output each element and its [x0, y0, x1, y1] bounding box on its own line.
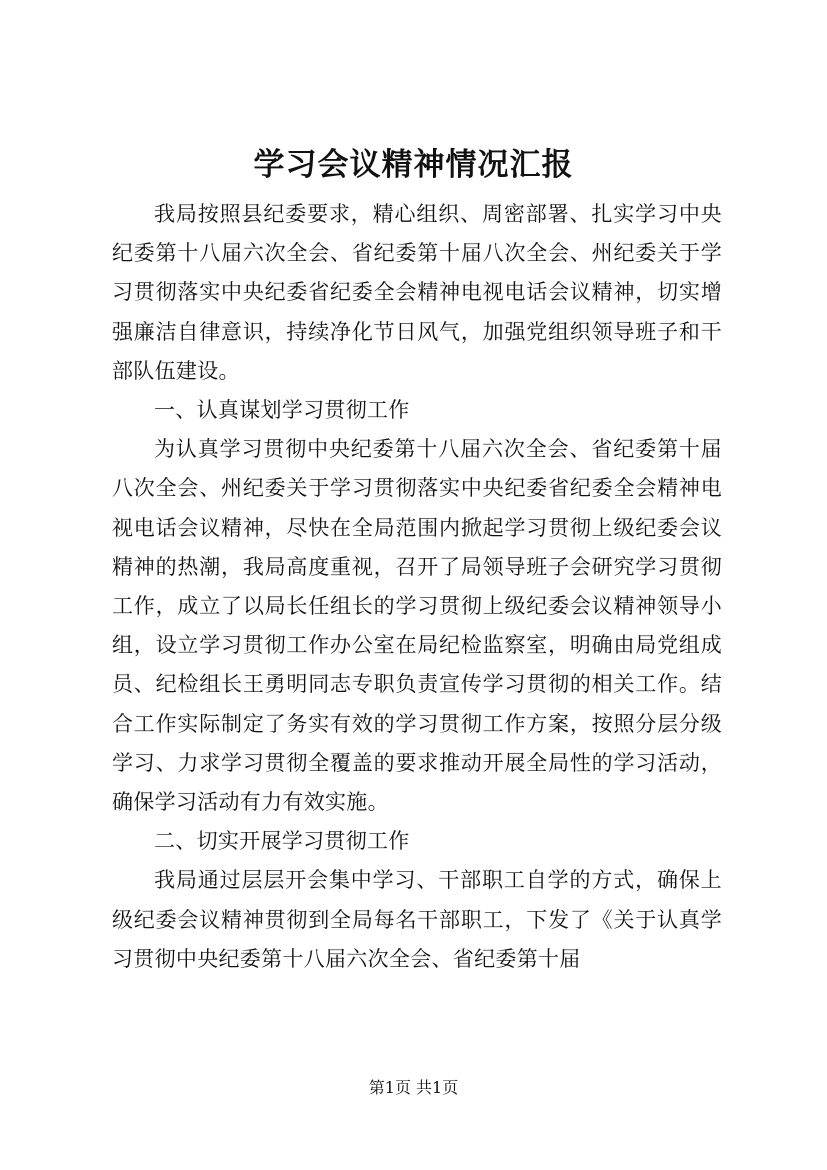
- intro-paragraph: 我局按照县纪委要求，精心组织、周密部署、扎实学习中央纪委第十八届六次全会、省纪委第十届八次全会、州纪委关于学习贯彻落实中央纪委省纪委全会精神电视电话会议精神，切实增强廉洁自律意识，持续净化节日风气，加强党组织领导班子和干部队伍建设。: [112, 202, 722, 383]
- page-footer: 第1页 共1页: [368, 1078, 459, 1097]
- section-heading-2: 二、切实开展学习贯彻工作: [154, 829, 410, 854]
- document-title: 学习会议精神情况汇报: [253, 147, 574, 183]
- document-body: [112, 195, 722, 979]
- section-heading-1: 一、认真谋划学习贯彻工作: [154, 398, 410, 423]
- section-2-paragraph: 我局通过层层开会集中学习、干部职工自学的方式，确保上级纪委会议精神贯彻到全局每名干部职工，下发了《关于认真学习贯彻中央纪委第十八届六次全会、省纪委第十届: [112, 868, 722, 971]
- section-1-paragraph: 为认真学习贯彻中央纪委第十八届六次全会、省纪委第十届八次全会、州纪委关于学习贯彻落实中央纪委省纪委全会精神电视电话会议精神，尽快在全局范围内掀起学习贯彻上级纪委会议精神的热潮，我局高度重视，召开了局领导班子会研究学习贯彻工作，成立了以局长任组长的学习贯彻上级纪委会议精神领导小组，设立学习贯彻工作办公室在局纪检监察室，明确由局党组成员、纪检组长王勇明同志专职负责宣传学习贯彻的相关工作。结合工作实际制定了务实有效的学习贯彻工作方案，按照分层分级学习、力求学习贯彻全覆盖的要求推动开展全局性的学习活动，确保学习活动有力有效实施。: [112, 437, 722, 815]
